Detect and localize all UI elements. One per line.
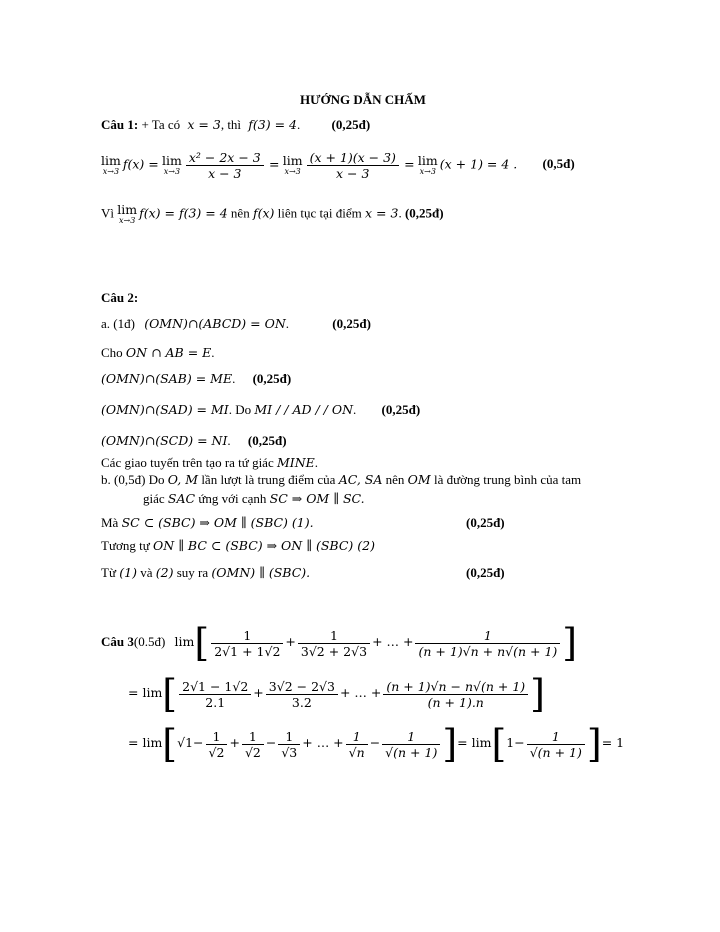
frac-den: x − 3 [336,166,370,181]
frac-den: (n + 1)√n + n√(n + 1) [418,643,558,659]
q3-score: (0.5đ) [133,633,166,649]
q2-sab-score: (0,25đ) [252,371,292,386]
frac-den: 3√2 + 2√3 [300,643,368,659]
frac-den: 3.2 [291,694,312,710]
q2-sad-dot: . [353,402,357,417]
q3-eq: = lim [128,684,163,700]
q3-r2-frac2 [266,679,338,710]
q2-scd-dot: . [227,433,231,448]
frac-num: 2√1 − 1√2 [179,679,251,695]
q2-line-mine [101,455,318,471]
frac-den: 2√1 + 1√2 [214,643,281,659]
one: 1 [506,734,515,750]
q2-b-text1: b. (0,5đ) Do [101,472,165,487]
q2-ma-score: (0,25đ) [466,515,505,530]
q1-l1-math2: f(3) = 4 [248,117,298,132]
dots: + … + [339,684,382,700]
bracket-close: ] [442,722,458,766]
q2-sad-math2: MI / / AD / / ON [254,402,354,417]
frac-num: 1 [298,628,370,644]
q1-eq: = [404,156,415,172]
q2-b2-math1: SAC [167,491,196,506]
q1-frac-1 [186,150,264,181]
q1-line-3 [101,204,444,225]
q1-l1-text2: , thì [220,117,242,132]
frac-den: x − 3 [208,166,242,181]
q3-eq-final: = 1 [601,734,625,750]
frac-num: x² − 2x − 3 [186,150,264,166]
frac-num: 1 [382,729,440,745]
q2-b-math3: OM [407,472,431,487]
q1-f-of-x: f(x) = [122,156,159,172]
q2-tu-text: Từ [101,565,116,580]
q1-l3-score: (0,25đ) [404,205,444,221]
q2-sab-dot: . [232,371,236,386]
q1-l1-math1: x = 3 [187,117,221,132]
q2-tu-math: (OMN) ∥ (SBC). [211,565,311,580]
frac-num: 1 [206,729,228,745]
frac-num: 1 [242,729,264,745]
q1-l2-score: (0,5đ) [542,156,575,172]
q2-line-cho [101,345,215,361]
q2-b-math1: O, M [167,472,199,487]
q1-eq: = [268,156,280,172]
q1-l3-text2: nên [230,205,250,221]
q1-l3-math: f(x) = f(3) = 4 [139,205,228,221]
bracket-open: [ [162,672,178,716]
q2-cho-dot: . [211,345,215,360]
q2-mine-text: Các giao tuyến trên tạo ra tứ giác [101,455,274,470]
frac-den: (n + 1).n [427,694,484,710]
page-title: HƯỚNG DẪN CHẤM [300,92,426,107]
q3-heading: Câu 3 [101,633,134,649]
q2-line-sab [101,371,291,387]
q3-eq-mid: = lim [457,734,492,750]
sqrt-1: √1 [177,734,194,750]
frac-den: √(n + 1) [529,744,582,760]
frac-den: 2.1 [205,694,226,710]
bracket-close: ] [530,672,545,716]
q1-lim-3 [283,155,303,176]
q1-lim-4 [418,155,438,176]
q1-line-1 [101,117,370,133]
q3-r3-frac4 [346,729,368,760]
lim-sub: x→3 [102,167,120,176]
minus-sign: − [514,734,525,750]
q3-r1-frac1 [211,628,283,659]
q1-l1-text: + Ta có [141,117,181,132]
bracket-close: ] [562,621,578,665]
q3-r2-frac1 [179,679,251,710]
q1-lim-2 [162,155,182,176]
q2-tt-math: ON ∥ BC ⊂ (SBC) ⇒ ON ∥ (SBC) (2) [153,538,375,553]
q3-r2-frac3 [383,679,528,710]
lim-sub: x→3 [163,167,181,176]
q2-b-text2: lần lượt là trung điểm của [201,472,336,487]
q3-row-2 [128,672,545,716]
minus-sign: − [369,734,381,750]
frac-num: (n + 1)√n − n√(n + 1) [383,679,528,695]
q1-l1-score: (0,25đ) [331,117,371,132]
lim-label: lim [162,153,182,168]
q3-lim: lim [174,633,195,649]
frac-den: √2 [208,744,225,760]
q2-b-text4: là đường trung bình của tam [433,472,582,487]
lim-sub: x→3 [284,167,301,176]
frac-num: 1 [346,729,368,745]
q2-tu-va: và [140,565,153,580]
q2-scd-math: (OMN)∩(SCD) = NI [101,433,228,448]
q2-tu-m1: (1) [119,565,137,580]
q2-b-text3: nên [385,472,405,487]
q1-l1-dot: . [297,117,301,132]
plus-sign: + [253,684,264,700]
frac-den: √3 [281,744,298,760]
q2-tu-score: (0,25đ) [466,565,505,580]
q2-a-math: (OMN)∩(ABCD) = ON [144,316,286,331]
q3-row-1 [101,621,578,665]
q3-r3-frac5 [382,729,440,760]
minus-sign: − [265,734,277,750]
q3-r1-frac3 [415,628,560,659]
q1-heading: Câu 1: [101,117,139,132]
q2-cho-math: ON ∩ AB = E [125,345,212,360]
lim-label: lim [101,153,121,168]
q2-line-b1 [101,472,581,488]
q3-eq: = lim [128,734,163,750]
bracket-open: [ [162,722,178,766]
q2-b-math2: AC, SA [338,472,383,487]
lim-label: lim [282,153,303,168]
q2-line-tt [101,538,375,554]
q2-line-sad [101,402,420,418]
lim-label: lim [117,202,138,217]
lim-sub: x→3 [419,167,436,176]
q2-a-dot: . [285,316,290,331]
q2-mine-math: MINE [276,455,315,470]
q1-l3-math2: f(x) [252,205,275,221]
frac-num: 1 [415,628,560,644]
dots: + … + [302,734,344,750]
q1-l3-math3: x = 3 [365,205,399,221]
frac-den: √2 [244,744,261,760]
bracket-close: ] [586,722,602,766]
q2-scd-score: (0,25đ) [247,433,287,448]
q2-tu-text2: suy ra [176,565,209,580]
q2-mine-dot: . [314,455,319,470]
q2-line-b2 [143,491,365,507]
lim-sub: x→3 [119,216,136,225]
q1-frac-2 [307,150,399,181]
q2-sad-score: (0,25đ) [381,402,421,417]
q1-l3-text: Vì [101,205,114,221]
q1-l3-dot: . [398,205,402,221]
q3-r3-frac6 [527,729,585,760]
plus-sign: + [285,633,296,649]
dots: + … + [372,633,414,649]
q3-row-3 [128,722,625,766]
minus-sign: − [193,734,204,750]
q1-line-2 [101,150,575,181]
bracket-open: [ [194,621,210,665]
q1-lim-1 [101,155,121,176]
frac-den: √n [348,744,365,760]
q2-line-ma [101,515,314,531]
frac-den: √(n + 1) [385,744,438,760]
q3-r3-frac1 [206,729,228,760]
frac-num: 1 [211,628,283,644]
q1-l3-text3: liên tục tại điểm [277,205,362,221]
frac-num: 1 [527,729,585,745]
frac-num: 1 [278,729,300,745]
q2-b2-math2: SC ⇒ OM ∥ SC. [269,491,365,506]
q2-b2-text1: giác [143,491,165,506]
q2-tu-m2: (2) [155,565,174,580]
q2-sad-text: . Do [228,402,252,417]
q2-b2-text2: ứng với cạnh [198,491,267,506]
q2-ma-text: Mà [101,515,119,530]
q2-line-scd [101,433,287,449]
q3-r3-frac3 [278,729,300,760]
q3-r1-frac2 [298,628,370,659]
q1-tail: (x + 1) = 4 . [439,156,518,172]
q2-line-tu [101,565,310,581]
lim-label: lim [417,153,438,168]
q2-a-label: a. (1đ) [101,316,135,331]
q2-line-a [101,316,371,332]
q2-sad-math: (OMN)∩(SAD) = MI [101,402,229,417]
q2-tt-text: Tương tự [101,538,150,553]
q2-cho-text: Cho [101,345,123,360]
q2-a-score: (0,25đ) [332,316,371,331]
bracket-open: [ [491,722,507,766]
q2-ma-math: SC ⊂ (SBC) ⇒ OM ∥ (SBC) (1). [121,515,314,530]
q1-lim-5 [117,204,137,225]
plus-sign: + [229,734,240,750]
q2-sab-math: (OMN)∩(SAB) = ME [101,371,233,386]
q3-r3-frac2 [242,729,264,760]
frac-num: (x + 1)(x − 3) [307,150,399,166]
q2-heading: Câu 2: [101,290,139,305]
frac-num: 3√2 − 2√3 [266,679,338,695]
